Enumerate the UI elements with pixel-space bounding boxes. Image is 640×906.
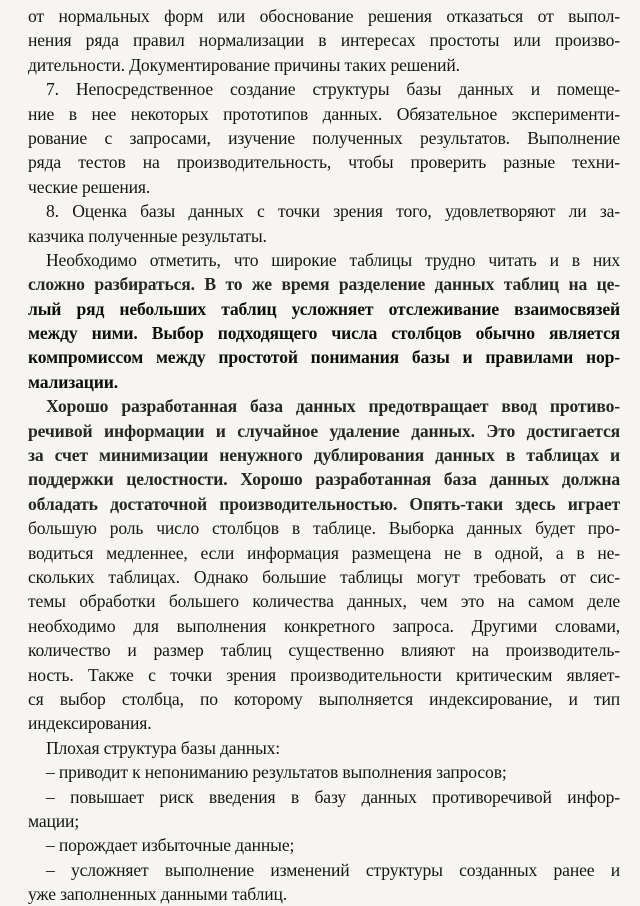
text-line: поддержки целостности. Хорошо разработанная база данных должна [28, 469, 620, 490]
text-line: мализации. [28, 371, 118, 392]
text-line: Хорошо разработанная база данных предотвращает ввод противо- [46, 396, 620, 417]
text-line: темы обработки большего количества данных, чем это на самом деле [28, 591, 620, 612]
list-item: – повышает риск введения в базу данных противоречивой инфор- [46, 786, 620, 807]
text-line: ческие решения. [28, 176, 151, 197]
text-line: ся выбор столбца, по которому выполняется индексирование, и тип [28, 688, 620, 709]
text-line: за счет минимизации ненужного дублирования данных в таблицах и [28, 445, 620, 466]
text-line: компромиссом между простотой понимания базы и правилами нор- [28, 347, 620, 368]
text-line: Необходимо отметить, что широкие таблицы трудно читать и в них [46, 249, 620, 270]
text-line: необходимо для выполнения конкретного запроса. Другими словами, [28, 615, 620, 636]
text-line: ряда тестов на производительность, чтобы проверить разные техни- [28, 152, 620, 173]
text-line: от нормальных форм или обоснование решения отказаться от выпол- [28, 6, 620, 26]
list-item: – усложняет выполнение изменений структуры созданных ранее и [46, 859, 620, 880]
text-line: казчика полученные результаты. [28, 225, 267, 246]
text-line: водиться медленнее, если информация размещена не в одной, а в не- [28, 542, 620, 563]
text-line: уже заполненных данными таблиц. [28, 884, 287, 905]
text-line: обладать достаточной производительностью. Опять-таки здесь играет [28, 493, 620, 514]
text-line: индексирования. [28, 713, 152, 734]
text-line: речивой информации и случайное удаление данных. Это достигается [28, 420, 620, 441]
text-line: большую роль число столбцов в таблице. Выборка данных будет про- [28, 518, 620, 539]
text-line: количество и размер таблиц существенно влияют на производитель- [28, 640, 620, 661]
list-item: – приводит к непониманию результатов выполнения запросов; [46, 762, 507, 783]
text-line: 8. Оценка базы данных с точки зрения того, удовлетворяют ли за- [46, 201, 620, 222]
text-line: скольких таблицах. Однако большие таблицы могут требовать от сис- [28, 566, 620, 587]
text-line: дительности. Документирование причины таких решений. [28, 54, 460, 75]
text-line: ность. Также с точки зрения производительности критическим являет- [28, 664, 620, 685]
text-line: сложно разбираться. В то же время разделение данных таблиц на це- [28, 274, 620, 295]
text-line: рование с запросами, изучение полученных результатов. Выполнение [28, 127, 620, 148]
list-item: – порождает избыточные данные; [46, 835, 295, 856]
text-line: Плохая структура базы данных: [46, 737, 281, 758]
text-line: 7. Непосредственное создание структуры базы данных и помеще- [46, 79, 620, 100]
text-line: лый ряд небольших таблиц усложняет отслеживание взаимосвязей [28, 298, 620, 319]
text-line: ние в нее некоторых прототипов данных. Обязательное эксперименти- [28, 103, 620, 124]
text-line: мации; [28, 810, 80, 831]
text-line: между ними. Выбор подходящего числа столбцов обычно является [28, 323, 620, 344]
text-line: нения ряда правил нормализации в интересах простоты или произво- [28, 30, 620, 51]
